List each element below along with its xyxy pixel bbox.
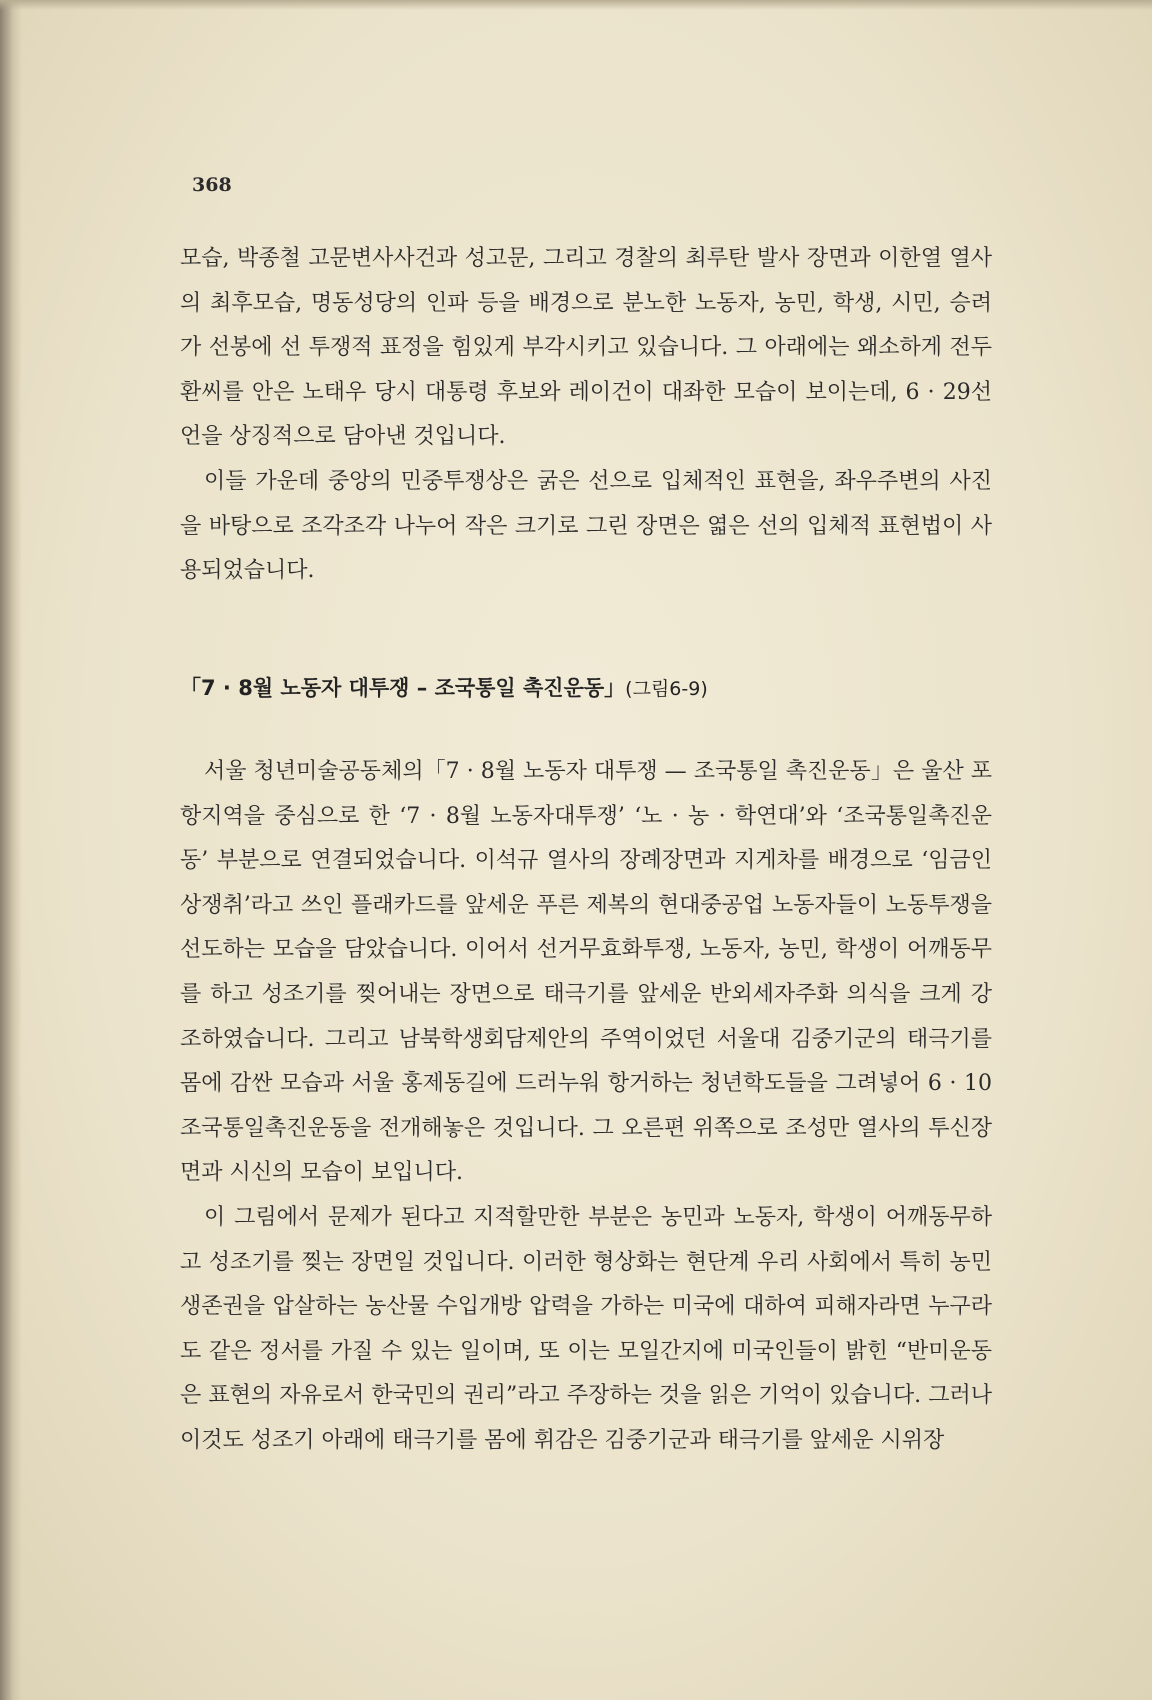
section-heading [180,670,708,707]
body-text-bottom [180,750,992,1464]
paragraph: 서울 청년미술공동체의「7 · 8월 노동자 대투쟁 — 조국통일 촉진운동」은 울산 포항지역을 중심으로 한 ‘7 · 8월 노동자대투쟁’ ‘노 · 농 · 학연대’와 ‘조국통일촉진운동’ 부분으로 연결되었습니다. 이석규 열사의 장례장면과 지게차를 배경으로 ‘임금인상쟁취’라고 쓰인 플래카드를 앞세운 푸른 제복의 현대중공업 노동자들이 노동투쟁을 선도하는 모습을 담았습니다. 이어서 선거무효화투쟁, 노동자, 농민, 학생이 어깨동무를 하고 성조기를 찢어내는 장면으로 태극기를 앞세운 반외세자주화 의식을 크게 강조하였습니다. 그리고 남북학생회담제안의 주역이었던 서울대 김중기군의 태극기를 몸에 감싼 모습과 서울 홍제동길에 드러누워 항거하는 청년학도들을 그려넣어 6 · 10 조국통일촉진운동을 전개해놓은 것입니다. 그 오른편 위쪽으로 조성만 열사의 투신장면과 시신의 모습이 보입니다. [180,759,992,1186]
running-head [192,170,254,200]
paragraph: 이들 가운데 중앙의 민중투쟁상은 굵은 선으로 입체적인 표현을, 좌우주변의 사진을 바탕으로 조각조각 나누어 작은 크기로 그린 장면은 엷은 선의 입체적 표현법이 사용되었습니다. [180,468,992,584]
section-title: 「7 · 8월 노동자 대투쟁 – 조국통일 촉진운동」 [180,676,626,700]
page-top-shadow [0,0,1152,10]
page-gutter-shadow [0,0,22,1700]
paragraph: 모습, 박종철 고문변사사건과 성고문, 그리고 경찰의 최루탄 발사 장면과 이한열 열사의 최후모습, 명동성당의 인파 등을 배경으로 분노한 노동자, 농민, 학생, 시민, 승려가 선봉에 선 투쟁적 표정을 힘있게 부각시키고 있습니다. 그 아래에는 왜소하게 전두환씨를 안은 노태우 당시 대통령 후보와 레이건이 대좌한 모습이 보이는데, 6 · 29선언을 상징적으로 담아낸 것입니다. [180,246,992,450]
body-text-top [180,237,992,594]
page-number: 368 [192,174,232,196]
figure-reference: (그림6-9) [625,678,708,700]
paragraph: 이 그림에서 문제가 된다고 지적할만한 부분은 농민과 노동자, 학생이 어깨동무하고 성조기를 찢는 장면일 것입니다. 이러한 형상화는 현단계 우리 사회에서 특히 농민생존권을 압살하는 농산물 수입개방 압력을 가하는 미국에 대하여 피해자라면 누구라도 같은 정서를 가질 수 있는 일이며, 또 이는 모일간지에 미국인들이 밝힌 “반미운동은 표현의 자유로서 한국민의 권리”라고 주장하는 것을 읽은 기억이 있습니다. 그러나 이것도 성조기 아래에 태극기를 몸에 휘감은 김중기군과 태극기를 앞세운 시위장 [180,1204,992,1453]
